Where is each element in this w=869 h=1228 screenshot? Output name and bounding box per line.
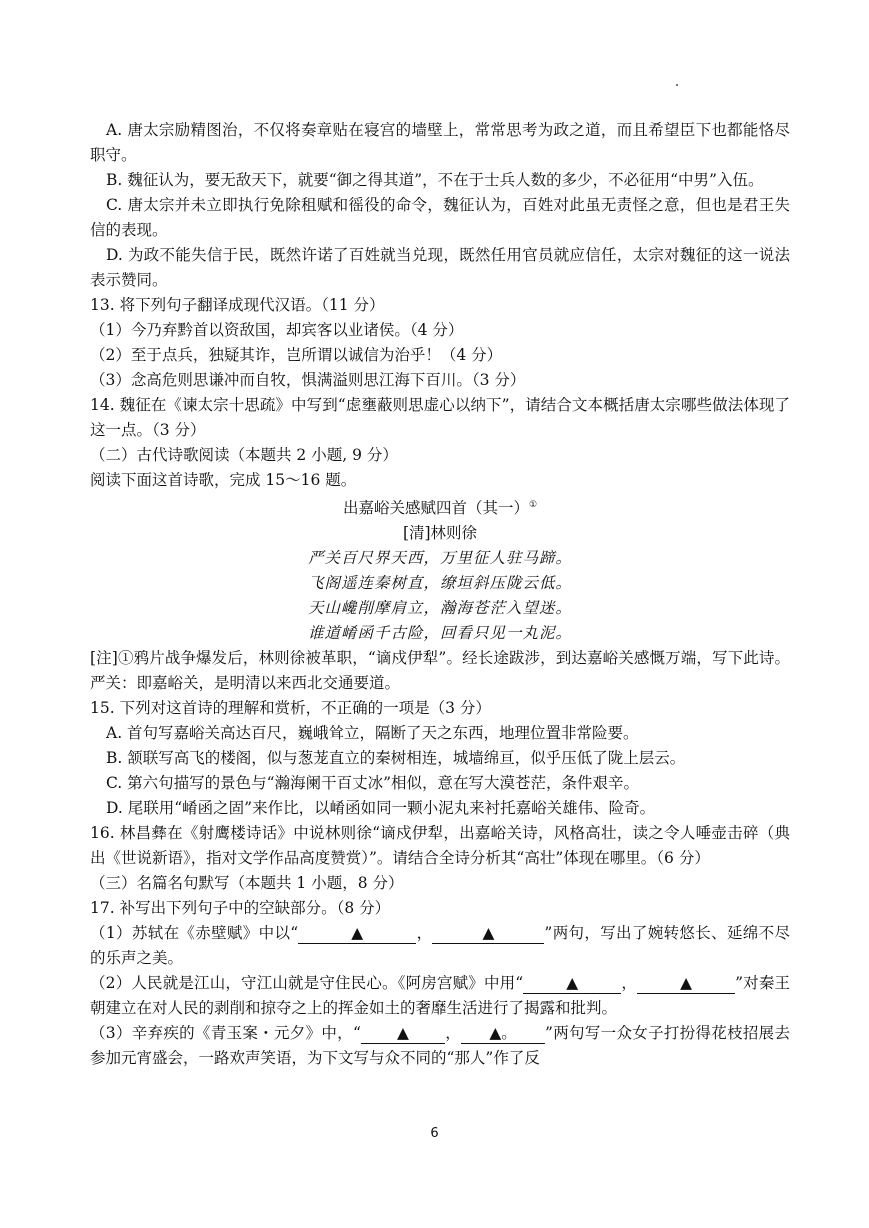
answer-blank[interactable] — [523, 973, 621, 994]
q17-item-3 — [90, 1021, 790, 1071]
page-number: 6 — [430, 1126, 439, 1141]
q17-3-sep: ， — [444, 1024, 462, 1043]
poem-line: 飞阁遥连秦树直，缭垣斜压陇云低。 — [307, 574, 572, 593]
q17-3-period: 。 — [501, 1024, 517, 1043]
q15-option-c: C. 第六句描写的景色与“瀚海阑干百丈冰”相似，意在写大漠苍茫，条件艰辛。 — [106, 774, 640, 793]
poem-line: 严关百尺界天西，万里征人驻马蹄。 — [307, 549, 572, 568]
section-3-title: （三）名篇名句默写（本题共 1 小题，8 分） — [90, 874, 404, 893]
q13-sentence-2: （2）至于点兵，独疑其诈，岂所谓以诚信为治乎！（4 分） — [90, 346, 503, 364]
poem-title — [90, 493, 790, 521]
triangle-icon: ▲ — [566, 974, 579, 993]
poem-author: [清]林则徐 — [402, 524, 478, 543]
triangle-icon: ▲ — [351, 924, 364, 943]
poem-title-text: 出嘉峪关感赋四首（其一） — [342, 499, 529, 518]
q13-sentence-3: （3）念高危则思谦冲而自牧，惧满溢则思江海下百川。（3 分） — [90, 371, 526, 389]
q17-item-2 — [90, 971, 790, 1021]
q15-option-b: B. 颔联写高飞的楼阁，似与葱茏直立的秦树相连，城墙绵亘，似乎压低了陇上层云。 — [106, 749, 686, 768]
q13-sentence-1: （1）今乃弃黔首以资敌国，却宾客以业诸侯。（4 分） — [90, 321, 464, 339]
q17-title: 17. 补写出下列句子中的空缺部分。（8 分） — [90, 899, 391, 918]
section-2-intro: 阅读下面这首诗歌，完成 15～16 题。 — [90, 471, 357, 489]
q17-3-lead: （3）辛弃疾的《青玉案・元夕》中，“ — [90, 1024, 361, 1043]
q12-option-a: A. 唐太宗励精图治，不仅将奏章贴在寝宫的墙壁上，常常思考为政之道，而且希望臣下也都能恪尽职守。 — [90, 121, 790, 164]
poem-note-mark: ① — [528, 500, 538, 510]
q12-option-d: D. 为政不能失信于民，既然许诺了百姓就当兑现，既然任用官员就应信任，太宗对魏征的这一说法表示赞同。 — [90, 246, 790, 289]
q15-title: 15. 下列对这首诗的理解和赏析，不正确的一项是（3 分） — [90, 699, 491, 718]
q16-question: 16. 林昌彝在《射鹰楼诗话》中说林则徐“谪戍伊犁，出嘉峪关诗，风格高壮，读之令人唾壶击碎（典出《世说新语》，指对文学作品高度赞赏）”。请结合全诗分析其“高壮”体现在哪里。（6 分） — [90, 824, 790, 868]
answer-blank[interactable] — [461, 1023, 545, 1044]
document-body — [90, 118, 790, 1071]
q17-2-lead: （2）人民就是江山，守江山就是守住民心。《阿房宫赋》中用“ — [90, 974, 524, 993]
q12-option-c: C. 唐太宗并未立即执行免除租赋和徭役的命令，魏征认为，百姓对此虽无责怪之意，但也是君王失信的表现。 — [90, 196, 790, 239]
q17-2-tail: ”对秦王朝建立在对人民的剥削和掠夺之上的挥金如土的奢靡生活进行了揭露和批判。 — [90, 974, 790, 1018]
q15-option-d: D. 尾联用“崤函之固”来作比，以崤函如同一颗小泥丸来衬托嘉峪关雄伟、险奇。 — [106, 799, 656, 818]
q17-2-sep: ， — [621, 974, 638, 993]
triangle-icon: ▲ — [482, 924, 495, 943]
answer-blank[interactable] — [298, 923, 416, 944]
q17-1-lead: （1）苏轼在《赤壁赋》中以“ — [90, 924, 299, 943]
answer-blank[interactable] — [432, 923, 544, 944]
q17-item-1 — [90, 921, 790, 971]
q17-3-tail: ”两句写一众女子打扮得花枝招展去参加元宵盛会，一路欢声笑语，为下文写与众不同的“那人”作了反 — [90, 1024, 790, 1068]
q13-title: 13. 将下列句子翻译成现代汉语。（11 分） — [90, 296, 385, 314]
section-2-title: （二）古代诗歌阅读（本题共 2 小题, 9 分） — [90, 446, 398, 464]
triangle-icon: ▲ — [396, 1024, 409, 1043]
answer-blank[interactable] — [637, 973, 735, 994]
poem-line: 天山巉削摩肩立，瀚海苍茫入望迷。 — [307, 599, 572, 618]
poem-note: [注]①鸦片战争爆发后，林则徐被革职，“谪戍伊犁”。经长途跋涉，到达嘉峪关感慨万端，写下此诗。严关：即嘉峪关，是明清以来西北交通要道。 — [90, 649, 790, 693]
q12-option-b: B. 魏征认为，要无敌天下，就要“御之得其道”，不在于士兵人数的多少，不必征用“中男”入伍。 — [106, 171, 764, 189]
scan-dot — [676, 84, 678, 86]
triangle-icon: ▲ — [489, 1024, 502, 1043]
triangle-icon: ▲ — [680, 974, 693, 993]
q17-1-sep: ， — [416, 924, 433, 943]
q17-1-tail: ”两句，写出了婉转悠长、延绵不尽的乐声之美。 — [90, 924, 790, 968]
answer-blank[interactable] — [361, 1023, 445, 1044]
q14-question: 14. 魏征在《谏太宗十思疏》中写到“虑壅蔽则思虚心以纳下”，请结合文本概括唐太宗哪些做法体现了这一点。（3 分） — [90, 396, 790, 439]
q15-option-a: A. 首句写嘉峪关高达百尺，巍峨耸立，隔断了天之东西，地理位置非常险要。 — [106, 724, 639, 743]
poem-line: 谁道崤函千古险，回看只见一丸泥。 — [307, 624, 572, 643]
